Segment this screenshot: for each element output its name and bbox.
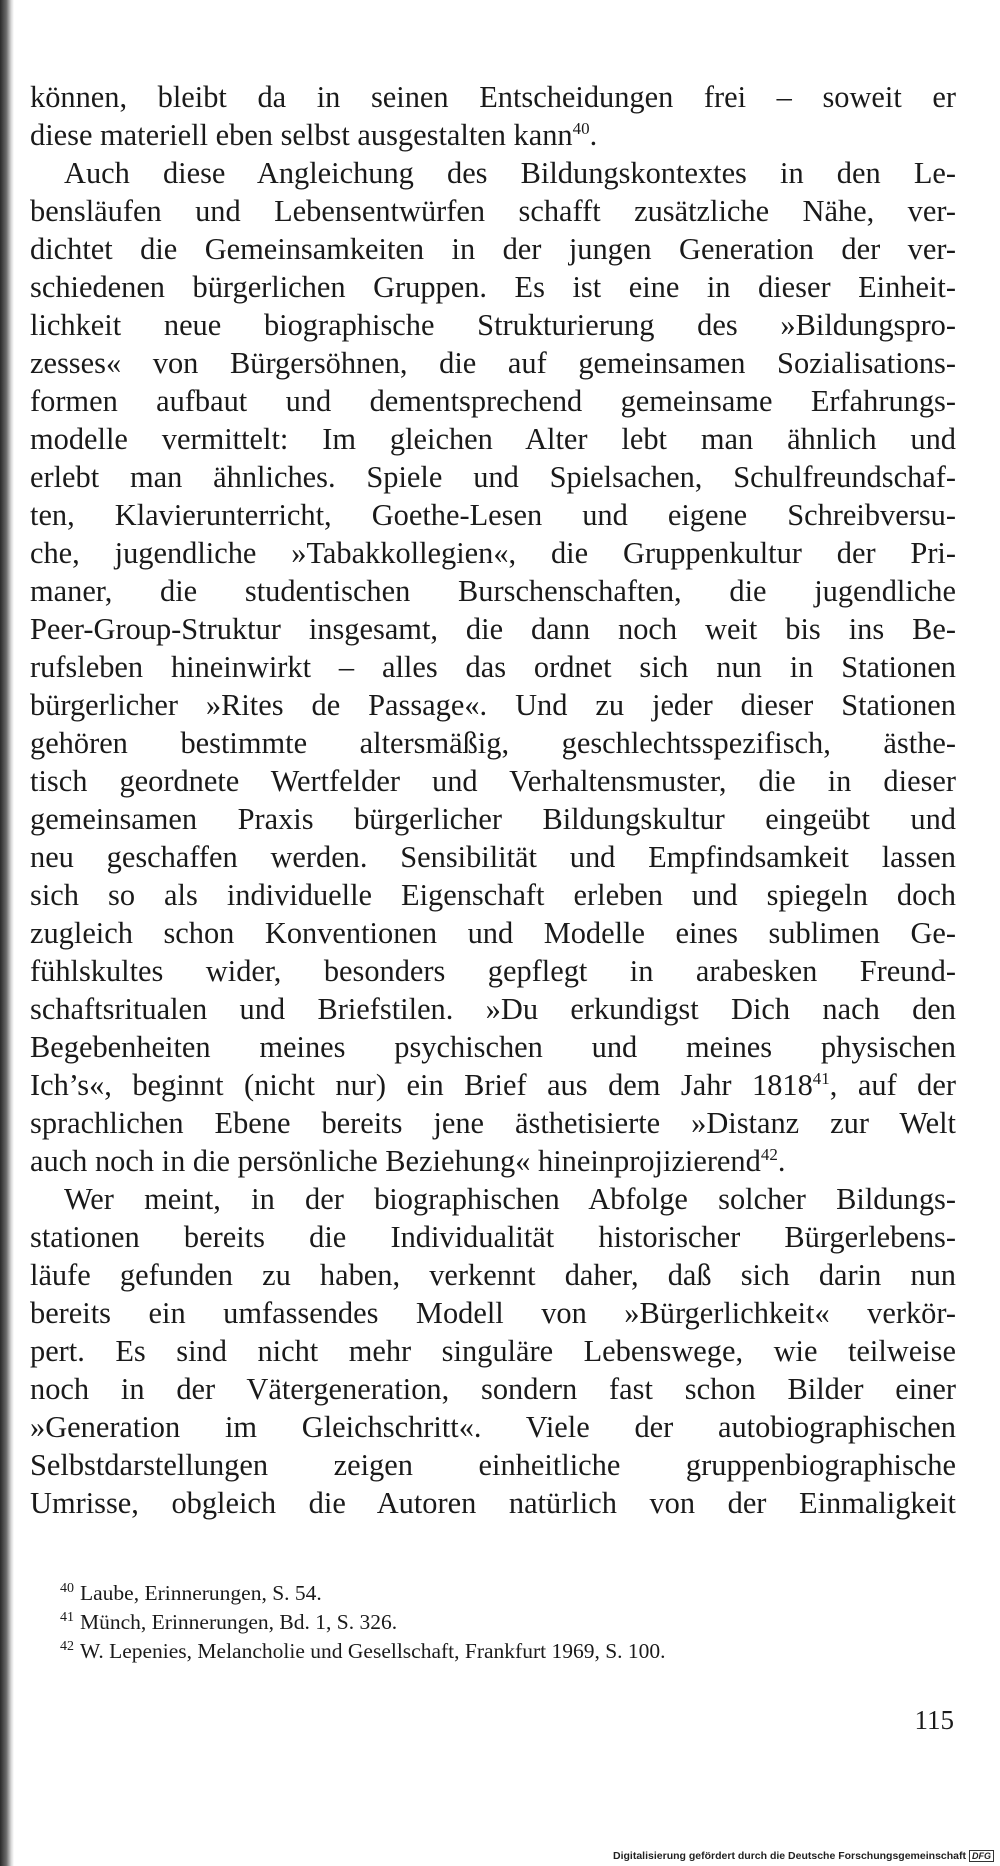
- footnotes: [60, 1579, 940, 1666]
- dfg-logo: DFG: [969, 1850, 994, 1862]
- text-line: [30, 1142, 956, 1180]
- footnote-number: 41: [60, 1609, 74, 1625]
- text-line: läufe gefunden zu haben, verkennt daher, daß sich darin nun: [30, 1258, 956, 1292]
- paragraph-1: [30, 78, 956, 154]
- footnote-42: [60, 1637, 940, 1666]
- text-line: [30, 116, 956, 154]
- footnote-reference: 40: [572, 118, 590, 138]
- text-line: rufsleben hineinwirkt – alles das ordnet sich nun in Stationen: [30, 650, 956, 684]
- text-line: schiedenen bürgerlichen Gruppen. Es ist eine in dieser Einheit-: [30, 270, 956, 304]
- footnote-41: [60, 1608, 940, 1637]
- text-line: fühlskultes wider, besonders gepflegt in arabesken Freund-: [30, 954, 956, 988]
- footnote-number: 40: [60, 1580, 74, 1596]
- page-number: 115: [914, 1705, 954, 1735]
- scan-edge-shadow: [0, 0, 14, 1866]
- text-line: bürgerlicher »Rites de Passage«. Und zu jeder dieser Stationen: [30, 688, 956, 722]
- text-line: lichkeit neue biographische Strukturierung des »Bildungspro-: [30, 308, 956, 342]
- text-line: zugleich schon Konventionen und Modelle eines sublimen Ge-: [30, 916, 956, 950]
- text-line: bensläufen und Lebensentwürfen schafft zusätzliche Nähe, ver-: [30, 194, 956, 228]
- text-line: können, bleibt da in seinen Entscheidungen frei – soweit er: [30, 80, 956, 114]
- footnote-text: Laube, Erinnerungen, S. 54.: [80, 1581, 322, 1605]
- paragraph-3: [30, 1180, 956, 1522]
- footnote-text: Münch, Erinnerungen, Bd. 1, S. 326.: [80, 1610, 398, 1634]
- text-line: dichtet die Gemeinsamkeiten in der jungen Generation der ver-: [30, 232, 956, 266]
- text-fragment: , auf der: [829, 1068, 956, 1102]
- text-line: ten, Klavierunterricht, Goethe-Lesen und eigene Schreibversu-: [30, 498, 956, 532]
- text-fragment: .: [589, 118, 598, 152]
- text-fragment: diese materiell eben selbst ausgestalten kann: [30, 118, 573, 152]
- text-line: gehören bestimmte altersmäßig, geschlechtsspezifisch, ästhe-: [30, 726, 956, 760]
- footnote-number: 42: [60, 1638, 74, 1654]
- text-line: sich so als individuelle Eigenschaft erleben und spiegeln doch: [30, 878, 956, 912]
- text-line: Selbstdarstellungen zeigen einheitliche gruppenbiographische: [30, 1448, 956, 1482]
- text-line: bereits ein umfassendes Modell von »Bürgerlichkeit« verkör-: [30, 1296, 956, 1330]
- footnote-40: [60, 1579, 940, 1608]
- text-line: »Generation im Gleichschritt«. Viele der autobiographischen: [30, 1410, 956, 1444]
- text-line: stationen bereits die Individualität historischer Bürgerlebens-: [30, 1220, 956, 1254]
- text-fragment: auch noch in die persönliche Beziehung« hineinprojizierend: [30, 1144, 761, 1178]
- text-line: Begebenheiten meines psychischen und meines physischen: [30, 1030, 956, 1064]
- page-body: [30, 78, 956, 1522]
- text-line: pert. Es sind nicht mehr singuläre Lebenswege, wie teilweise: [30, 1334, 956, 1368]
- credit-text: Digitalisierung gefördert durch die Deutsche Forschungsgemeinschaft: [613, 1850, 966, 1862]
- text-line: Umrisse, obgleich die Autoren natürlich von der Einmaligkeit: [30, 1486, 956, 1520]
- footnote-text: W. Lepenies, Melancholie und Gesellschaft, Frankfurt 1969, S. 100.: [80, 1639, 666, 1663]
- text-line: noch in der Vätergeneration, sondern fast schon Bilder einer: [30, 1372, 956, 1406]
- text-line: erlebt man ähnliches. Spiele und Spielsachen, Schulfreundschaf-: [30, 460, 956, 494]
- footnote-reference: 41: [812, 1068, 830, 1088]
- text-line: formen aufbaut und dementsprechend gemeinsame Erfahrungs-: [30, 384, 956, 418]
- text-line: Auch diese Angleichung des Bildungskontextes in den Le-: [64, 156, 956, 190]
- text-fragment: .: [777, 1144, 786, 1178]
- footnote-reference: 42: [760, 1144, 778, 1164]
- paragraph-2: [30, 154, 956, 1180]
- text-line: sprachlichen Ebene bereits jene ästhetisierte »Distanz zur Welt: [30, 1106, 956, 1140]
- text-line: Wer meint, in der biographischen Abfolge solcher Bildungs-: [64, 1182, 956, 1216]
- text-line: modelle vermittelt: Im gleichen Alter lebt man ähnlich und: [30, 422, 956, 456]
- text-line: maner, die studentischen Burschenschaften, die jugendliche: [30, 574, 956, 608]
- text-line: tisch geordnete Wertfelder und Verhaltensmuster, die in dieser: [30, 764, 956, 798]
- text-line: gemeinsamen Praxis bürgerlicher Bildungskultur eingeübt und: [30, 802, 956, 836]
- digitization-credit: [613, 1850, 994, 1862]
- text-line: che, jugendliche »Tabakkollegien«, die Gruppenkultur der Pri-: [30, 536, 956, 570]
- text-line: neu geschaffen werden. Sensibilität und Empfindsamkeit lassen: [30, 840, 956, 874]
- text-line: Peer-Group-Struktur insgesamt, die dann noch weit bis ins Be-: [30, 612, 956, 646]
- text-line: schaftsritualen und Briefstilen. »Du erkundigst Dich nach den: [30, 992, 956, 1026]
- text-line: [30, 1066, 956, 1104]
- text-fragment: Ich’s«, beginnt (nicht nur) ein Brief aus dem Jahr 1818: [30, 1068, 813, 1102]
- text-line: zesses« von Bürgersöhnen, die auf gemeinsamen Sozialisations-: [30, 346, 956, 380]
